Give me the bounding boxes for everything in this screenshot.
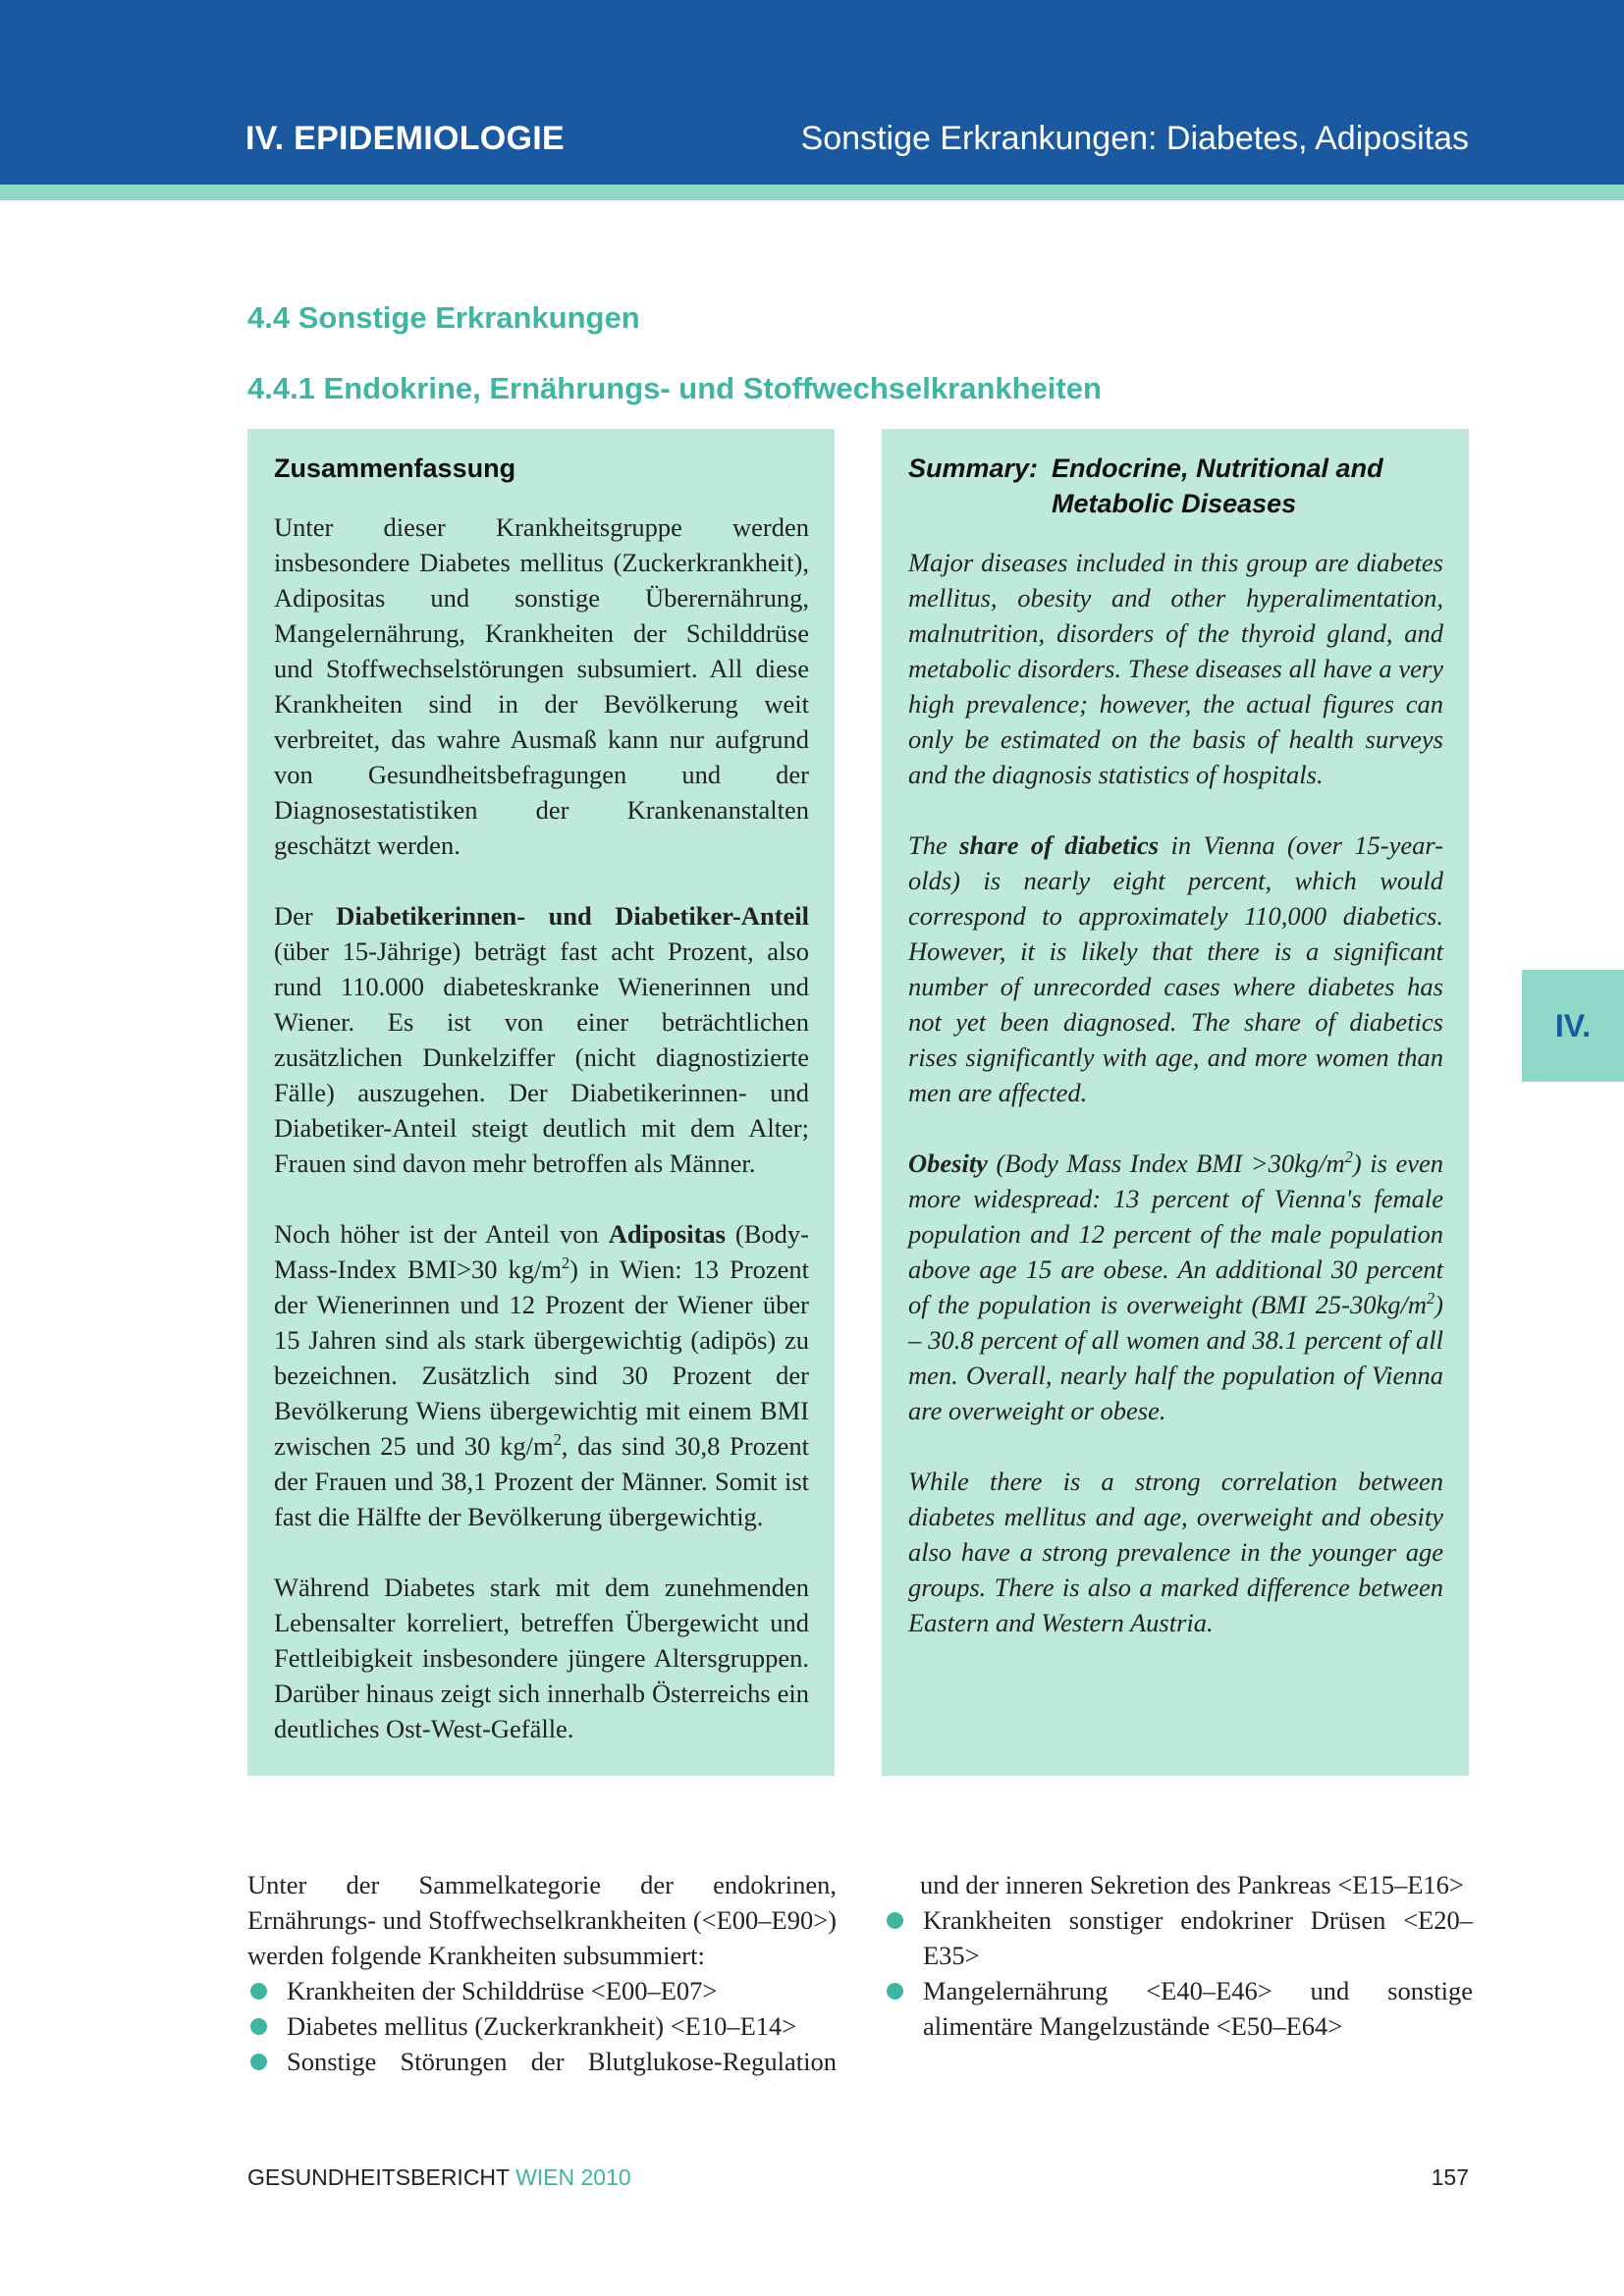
disease-list-left bbox=[247, 1973, 837, 2079]
list-item: Sonstige Störungen der Blutglukose-Regulation bbox=[247, 2044, 837, 2079]
bullet-dot-icon bbox=[250, 1983, 267, 2000]
summary-de-paragraph-1: Unter dieser Krankheitsgruppe werden insbesondere Diabetes mellitus (Zuckerkrankheit), Adipositas und sonstige Überernährung, Mangelernährung, Krankheiten der Schilddrüse und Stoffwechselstörungen subsumiert. All diese Krankheiten sind in der Bevölkerung weit verbreitet, das wahre Ausmaß kann nur aufgrund von Gesundheitsbefragungen und der Diagnosestatistiken der Krankenanstalten geschätzt werden. bbox=[274, 512, 809, 860]
summary-de-paragraph-3: Noch höher ist der Anteil von Adipositas (Body-Mass-Index BMI>30 $kg/m^2$) in Wien: 13 Prozent der Wienerinnen und 12 Prozent der Wiener über 15 Jahren sind als stark übergewichtig (adipös) zu bezeichnen. Zusätzlich sind 30 Prozent der Bevölkerung Wiens übergewichtig mit einem BMI zwischen 25 und 30 $kg/m^2$, das sind 30,8 Prozent der Frauen und 38,1 Prozent der Männer. Somit ist fast die Hälfte der Bevölkerung übergewichtig. bbox=[274, 1219, 810, 1531]
list-item-continuation: und der inneren Sekretion des Pankreas <E15–E16> bbox=[920, 1870, 1464, 1899]
header-topic: Sonstige Erkrankungen: Diabetes, Adipositas bbox=[800, 120, 1469, 157]
summary-de-paragraph-2: Der Diabetikerinnen- und Diabetiker-Anteil (über 15-Jährige) beträgt fast acht Prozent, also rund 110.000 diabeteskranke Wienerinnen und Wiener. Es ist von einer beträchtlichen zusätzlichen Dunkelziffer (nicht diagnostizierte Fälle) auszugehen. Der Diabetikerinnen- und Diabetiker-Anteil steigt deutlich mit dem Alter; Frauen sind davon mehr betroffen als Männer. bbox=[274, 901, 809, 1178]
list-item: Krankheiten sonstiger endokriner Drüsen <E20–E35> bbox=[884, 1902, 1473, 1973]
body-column-left bbox=[247, 1867, 837, 2079]
bullet-dot-icon bbox=[250, 2018, 267, 2035]
summary-title-german: Zusammenfassung bbox=[274, 454, 516, 483]
bullet-dot-icon bbox=[887, 1983, 903, 2000]
summary-en-paragraph-2: The share of diabetics in Vienna (over 15-year-olds) is nearly eight percent, which would correspond to approximately 110,000 diabetics. However, it is likely that there is a significant number of unrecorded cases where diabetes has not yet been diagnosed. The share of diabetics rises significantly with age, and more women than men are affected. bbox=[908, 830, 1444, 1107]
bullet-dot-icon bbox=[887, 1912, 903, 1929]
section-heading: 4.4 Sonstige Erkrankungen bbox=[247, 300, 640, 335]
summary-en-paragraph-1: Major diseases included in this group are diabetes mellitus, obesity and other hyperalimentation, malnutrition, disorders of the thyroid gland, and metabolic disorders. These diseases all have a very high prevalence; however, the actual figures can only be estimated on the basis of health surveys and the diagnosis statistics of hospitals. bbox=[908, 548, 1443, 789]
subsection-heading: 4.4.1 Endokrine, Ernährungs- und Stoffwechselkrankheiten bbox=[247, 371, 1102, 405]
body-intro: Unter der Sammelkategorie der endokrinen, Ernährungs- und Stoffwechselkrankheiten (<E00–E90>) werden folgende Krankheiten subsummiert: bbox=[247, 1870, 837, 1970]
footer-report-title: GESUNDHEITSBERICHT WIEN 2010 bbox=[247, 2164, 631, 2190]
header-stripe bbox=[0, 185, 1624, 200]
disease-list-right bbox=[884, 1902, 1473, 2044]
body-column-right bbox=[884, 1867, 1473, 2044]
summary-title-english: Summary: Endocrine, Nutritional and Metabolic Diseases bbox=[908, 454, 1383, 518]
summary-box-english bbox=[882, 429, 1469, 1776]
page-number: 157 bbox=[1431, 2164, 1469, 2190]
chapter-side-tab: IV. bbox=[1522, 970, 1624, 1082]
summary-de-paragraph-4: Während Diabetes stark mit dem zunehmenden Lebensalter korreliert, betreffen Übergewicht und Fettleibigkeit insbesondere jüngere Altersgruppen. Darüber hinaus zeigt sich innerhalb Österreichs ein deutliches Ost-West-Gefälle. bbox=[274, 1573, 809, 1743]
chapter-title: IV. EPIDEMIOLOGIE bbox=[245, 120, 566, 157]
summary-box-german bbox=[247, 429, 835, 1776]
summary-en-paragraph-3: Obesity (Body Mass Index BMI $>30kg/m^2$) is even more widespread: 13 percent of Vienna's female population and 12 percent of the male population above age 15 are obese. An additional 30 percent of the population is overweight (BMI $25-30kg/m^2) - 30.8$ percent of all women and 38.1 percent of all men. Overall, nearly half the population of Vienna are overweight or obese. bbox=[908, 1148, 1443, 1425]
summary-en-paragraph-4: While there is a strong correlation between diabetes mellitus and age, overweight and obesity also have a strong prevalence in the younger age groups. There is also a marked difference between Eastern and Western Austria. bbox=[908, 1467, 1443, 1637]
list-item: Diabetes mellitus (Zuckerkrankheit) <E10–E14> bbox=[247, 2008, 837, 2044]
list-item: Krankheiten der Schilddrüse <E00–E07> bbox=[247, 1973, 837, 2008]
list-item: Mangelernährung <E40–E46> und sonstige alimentäre Mangelzustände <E50–E64> bbox=[884, 1973, 1473, 2044]
bullet-dot-icon bbox=[250, 2054, 267, 2070]
